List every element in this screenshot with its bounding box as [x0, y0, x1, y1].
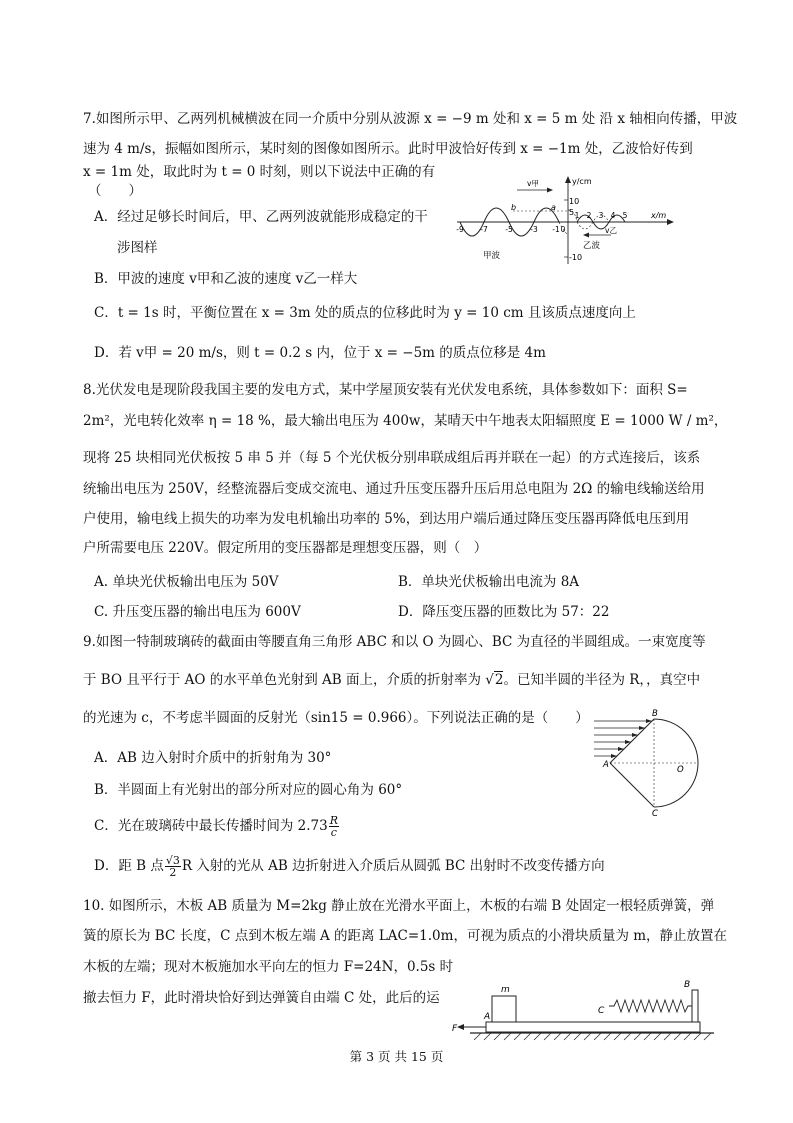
q9-option-d-prefix: D．距 B 点 [94, 858, 164, 874]
q10-label-m: m [501, 985, 510, 995]
q7-line1: 7.如图所示甲、乙两列机械横波在同一介质中分别从波源 x = −9 m 处和 x = 5 m 处 沿 x 轴相向传播，甲波 [83, 111, 738, 127]
q9-label-b: B [652, 709, 658, 719]
q10-board-spring-figure [452, 976, 720, 1042]
q8-option-c: C. 升压变压器的输出电压为 600V [94, 604, 301, 620]
q7-answer-bracket: （ ） [88, 183, 142, 199]
q7-x-tick-1: 1 [574, 211, 580, 220]
q10-label-f: F [452, 1024, 458, 1034]
q10-line4: 撤去恒力 F，此时滑块恰好到达弹簧自由端 C 处，此后的运 [83, 990, 440, 1006]
q8-line4: 统输出电压为 250V，经整流器后变成交流电、通过升压变压器升压后用总电阻为 2Ω 的输电线输送给用 [83, 481, 705, 497]
q7-origin-label: 0 [560, 225, 566, 234]
q7-point-b: b [511, 203, 517, 212]
q7-x-tick-neg1: -1 [552, 225, 560, 234]
q7-wave-yi-label: 乙波 [583, 241, 601, 251]
q7-line3: x = 1m 处，取此时为 t = 0 时刻，则以下说法中正确的有 [83, 164, 436, 180]
q7-line2: 速为 4 m/s，振幅如图所示，某时刻的图像如图所示。此时甲波恰好传到 x = −1m 处，乙波恰好传到 [83, 141, 693, 157]
q7-x-tick-neg9: -9 [456, 225, 464, 234]
q9-refractive-index: 2 [494, 672, 504, 688]
q9-prism-figure [590, 706, 720, 818]
q7-x-axis-label: x/m [651, 211, 667, 220]
q9-label-o: O [677, 765, 684, 775]
q7-y-tick-neg10: -10 [569, 253, 583, 262]
q7-wave-figure [455, 172, 677, 268]
q9-line3: 的光速为 c，不考虑半圆面的反射光（sin15 = 0.966）。下列说法正确的是（ ） [83, 710, 589, 726]
q10-label-c: C [598, 1006, 605, 1016]
q7-x-tick-3: 3 [598, 211, 604, 220]
q9-line2-suffix: 。已知半圆的半径为 R，，真空中 [503, 672, 701, 688]
q10-line1: 10. 如图所示，木板 AB 质量为 M=2kg 静止放在光滑水平面上，木板的右端 B 处固定一根轻质弹簧，弹 [83, 898, 715, 914]
page-footer: 第 3 页 共 15 页 [349, 1049, 444, 1064]
q9-line1: 9.如图一特制玻璃砖的截面由等腰直角三角形 ABC 和以 O 为圆心、BC 为直径的半圆组成。一束宽度等 [83, 634, 706, 650]
q10-line3: 木板的左端；现对木板施加水平向左的恒力 F=24N，0.5s 时 [83, 959, 454, 975]
q8-line6: 户所需要电压 220V。假定所用的变压器都是理想变压器，则（ ） [83, 540, 488, 556]
q9-option-b: B．半圆面上有光射出的部分所对应的圆心角为 60° [94, 782, 403, 798]
q7-wave-jia-label: 甲波 [483, 251, 501, 261]
q8-line1: 8.光伏发电是现阶段我国主要的发电方式，某中学屋顶安装有光伏发电系统，具体参数如下：面积 S= [83, 382, 688, 398]
q8-option-d: D．降压变压器的匝数比为 57：22 [398, 604, 610, 620]
q7-v-jia-label: v甲 [527, 179, 539, 188]
q7-option-a-line2: 涉图样 [117, 240, 158, 256]
q9-line2-prefix: 于 BO 且平行于 AO 的水平单色光射到 AB 面上，介质的折射率为 [83, 672, 486, 688]
q9-option-a: A．AB 边入射时介质中的折射角为 30° [94, 750, 332, 766]
q7-option-c: C．t = 1s 时，平衡位置在 x = 3m 处的质点的位移此时为 y = 10 cm 且该质点速度向上 [94, 305, 636, 321]
q7-x-tick-4: 4 [610, 211, 616, 220]
q9-option-d [94, 855, 605, 878]
q8-option-a: A. 单块光伏板输出电压为 50V [94, 574, 279, 590]
q7-x-tick-2: 2 [586, 211, 592, 220]
q8-line5: 户使用，输电线上损失的功率为发电机输出功率的 5%，到达用户端后通过降压变压器再降低电压到用 [83, 511, 690, 527]
q8-line2: 2m²，光电转化效率 η = 18 %，最大输出电压为 400w，某晴天中午地表太阳辐照度 E = 1000 W / m²， [83, 413, 728, 429]
q7-option-d: D．若 v甲 = 20 m/s，则 t = 0.2 s 内，位于 x = −5m 的质点位移是 4m [94, 345, 546, 361]
q7-x-tick-neg5: -5 [505, 225, 513, 234]
q7-y-axis-label: y/cm [572, 177, 592, 186]
q7-x-tick-neg7: -7 [480, 225, 488, 234]
q7-y-tick-10: 10 [569, 197, 580, 206]
q8-option-b: B．单块光伏板输出电流为 8A [398, 574, 580, 590]
q9-sqrt-symbol: √ [485, 672, 494, 688]
q10-line2: 簧的原长为 BC 长度，C 点到木板左端 A 的距离 LAC=1.0m，可视为质点的小滑块质量为 m，静止放置在 [83, 928, 728, 944]
q7-x-tick-5: 5 [622, 211, 628, 220]
q9-option-d-suffix: R 入射的光从 AB 边折射进入介质后从圆弧 BC 出射时不改变传播方向 [181, 858, 605, 874]
q7-y-tick-5: 5 [569, 208, 575, 217]
q9-option-c-text: C．光在玻璃砖中最长传播时间为 2.73 [94, 818, 328, 834]
q9-option-c-fraction: $\frac{R}{c}$ [329, 814, 338, 839]
q10-label-b: B [684, 980, 691, 990]
q7-option-a-line1: A．经过足够长时间后，甲、乙两列波就能形成稳定的干 [94, 209, 428, 225]
q9-line2 [83, 670, 700, 690]
q9-label-c: C [652, 809, 658, 818]
q7-point-a: a [551, 203, 556, 212]
q7-x-tick-neg3: -3 [530, 225, 538, 234]
q9-option-c [94, 815, 340, 838]
q8-line3: 现将 25 块相同光伏板按 5 串 5 并（每 5 个光伏板分别串联成组后再并联在一起）的方式连接后，该系 [83, 450, 701, 466]
q7-option-b: B．甲波的速度 v甲和乙波的速度 v乙一样大 [94, 271, 358, 287]
q10-label-a: A [484, 1012, 491, 1022]
q7-v-yi-label: v乙 [605, 226, 617, 235]
q9-option-d-fraction: $\frac{√3}{2}$ [165, 854, 180, 879]
q9-label-a: A [603, 760, 609, 770]
